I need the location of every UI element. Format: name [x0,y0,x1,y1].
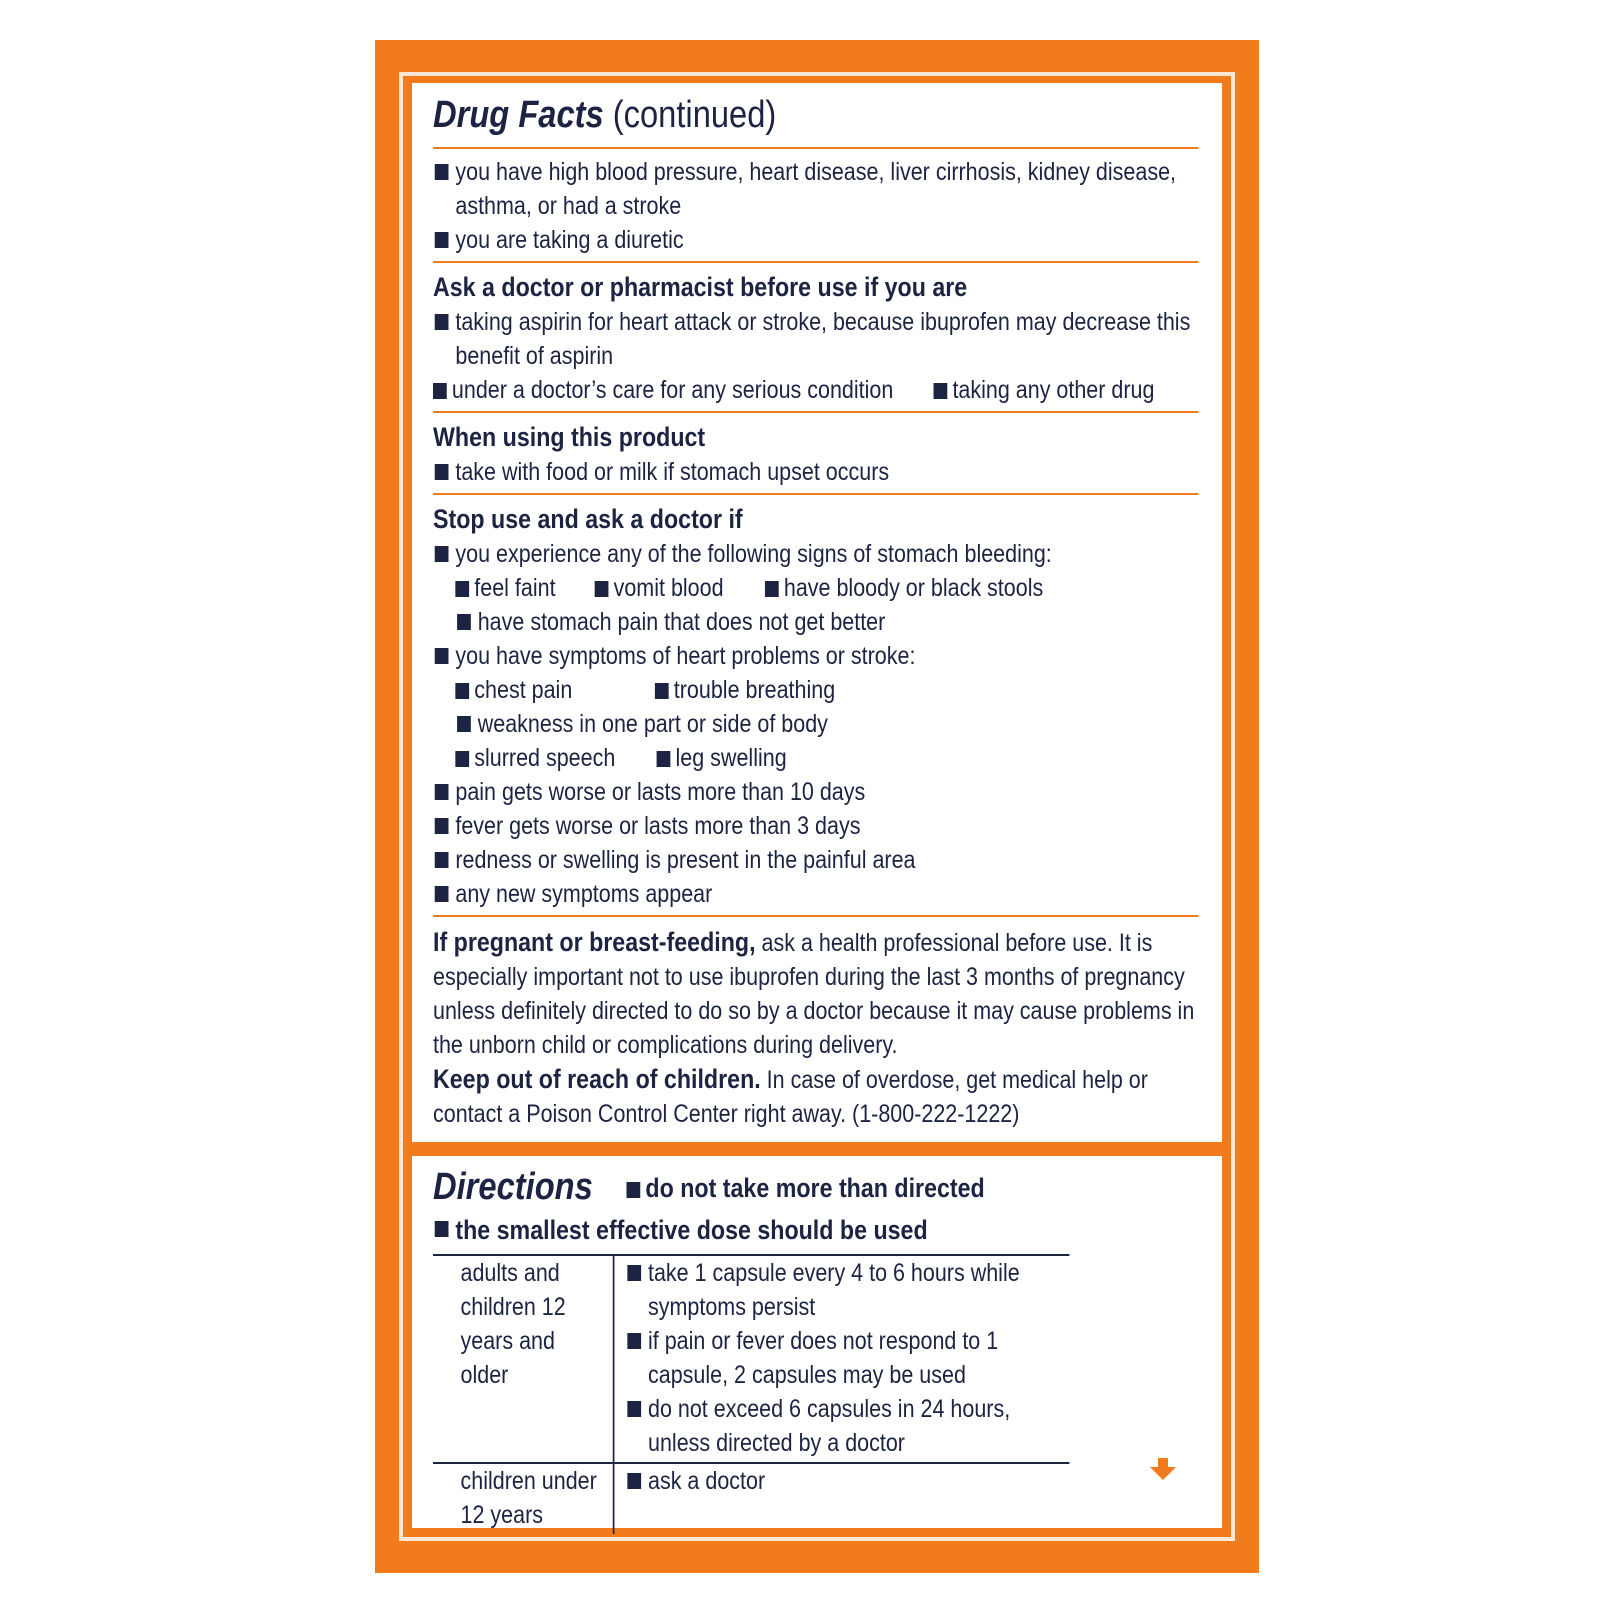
stop-use-heading: Stop use and ask a doctor if [433,504,743,534]
list-row [455,673,1198,707]
directions-note: do not take more than directed [627,1168,985,1208]
list-row [433,373,1198,407]
divider [433,493,1198,495]
square-bullet-icon [934,383,948,399]
list-item: ask a doctor [626,1464,1073,1498]
list-item: leg swelling [657,741,787,775]
table-column-rule [613,1254,615,1462]
list-item: you are taking a diuretic [433,223,1198,257]
list-item: have stomach pain that does not get better [455,605,1198,639]
divider [433,147,1198,149]
list-item: take 1 capsule every 4 to 6 hours while symptoms persist [626,1256,1073,1324]
list-item: vomit blood [595,571,724,605]
pregnancy-text: ask a health professional before use. It is especially important not to use ibuprofen during the last 3 months of pregnancy unless definitely directed to do so by a doctor because it may cause problems in the unborn child or complications during delivery. [433,929,1195,1059]
square-bullet-icon [457,614,471,630]
list-item: trouble breathing [655,673,835,707]
divider [433,411,1198,413]
square-bullet-icon [627,1401,641,1417]
divider [433,915,1198,917]
square-bullet-icon [655,683,669,699]
list-item: you have symptoms of heart problems or stroke: [433,639,1198,673]
pregnancy-bold: If pregnant or breast-feeding, [433,927,756,957]
list-item: redness or swelling is present in the painful area [433,843,1198,877]
square-bullet-icon [595,581,609,597]
list-item: slurred speech [455,741,615,775]
square-bullet-icon [627,1473,641,1489]
directions-heading: Directions [433,1166,593,1208]
square-bullet-icon [435,784,449,800]
list-item: taking aspirin for heart attack or stroke, because ibuprofen may decrease this benefit of aspirin [433,305,1198,373]
adults-label: adults and children 12 years and older [460,1259,566,1389]
square-bullet-icon [435,546,449,562]
list-item: chest pain [455,673,572,707]
list-row [455,571,1198,605]
square-bullet-icon [435,1221,449,1237]
arrow-down-icon [1150,1458,1176,1480]
list-item: weakness in one part or side of body [455,707,1198,741]
keep-out-text: In case of overdose, get medical help or contact a Poison Control Center right away. (1-800-222-1222) [433,1066,1148,1128]
list-item: feel faint [455,571,555,605]
list-item: you have high blood pressure, heart disease, liver cirrhosis, kidney disease, asthma, or had a stroke [433,155,1198,223]
square-bullet-icon [627,1265,641,1281]
list-item: taking any other drug [934,373,1155,407]
square-bullet-icon [433,383,447,399]
title-rest: (continued) [612,94,777,136]
directions-table [433,1252,1198,1552]
ask-doctor-heading: Ask a doctor or pharmacist before use if you are [433,272,968,302]
square-bullet-icon [455,683,469,699]
list-item: take with food or milk if stomach upset occurs [433,455,1198,489]
square-bullet-icon [435,886,449,902]
adults-directions [626,1256,1073,1460]
list-row [455,741,1198,775]
directions-content [433,1162,1198,1552]
pregnancy-warning [433,925,1198,1062]
square-bullet-icon [435,648,449,664]
list-item: fever gets worse or lasts more than 3 days [433,809,1198,843]
directions-note: the smallest effective dose should be used [433,1212,1198,1248]
drug-facts-content [433,87,1198,1131]
square-bullet-icon [435,164,449,180]
square-bullet-icon [457,716,471,732]
title-bold: Drug Facts [433,94,604,136]
square-bullet-icon [765,581,779,597]
package-panel [375,40,1259,1573]
square-bullet-icon [455,751,469,767]
square-bullet-icon [435,464,449,480]
keep-out-warning [433,1062,1198,1131]
list-item: have bloody or black stools [765,571,1043,605]
square-bullet-icon [455,581,469,597]
square-bullet-icon [435,818,449,834]
square-bullet-icon [435,232,449,248]
list-item: do not exceed 6 capsules in 24 hours, unless directed by a doctor [626,1392,1073,1460]
square-bullet-icon [627,1333,641,1349]
square-bullet-icon [435,314,449,330]
list-item: if pain or fever does not respond to 1 capsule, 2 capsules may be used [626,1324,1073,1392]
children-directions [626,1464,1073,1498]
keep-out-bold: Keep out of reach of children. [433,1064,761,1094]
children-label: children under 12 years [460,1467,597,1529]
square-bullet-icon [627,1182,641,1198]
list-item: under a doctor’s care for any serious condition [433,373,893,407]
list-item: pain gets worse or lasts more than 10 days [433,775,1198,809]
directions-panel [412,1156,1222,1528]
square-bullet-icon [657,751,671,767]
drug-facts-title [433,87,1198,143]
list-item: you experience any of the following signs of stomach bleeding: [433,537,1198,571]
square-bullet-icon [435,852,449,868]
table-column-rule [613,1462,615,1534]
drug-facts-panel [412,83,1222,1142]
directions-header-row [433,1162,1198,1212]
when-using-heading: When using this product [433,422,706,452]
divider [433,261,1198,263]
list-item: any new symptoms appear [433,877,1198,911]
